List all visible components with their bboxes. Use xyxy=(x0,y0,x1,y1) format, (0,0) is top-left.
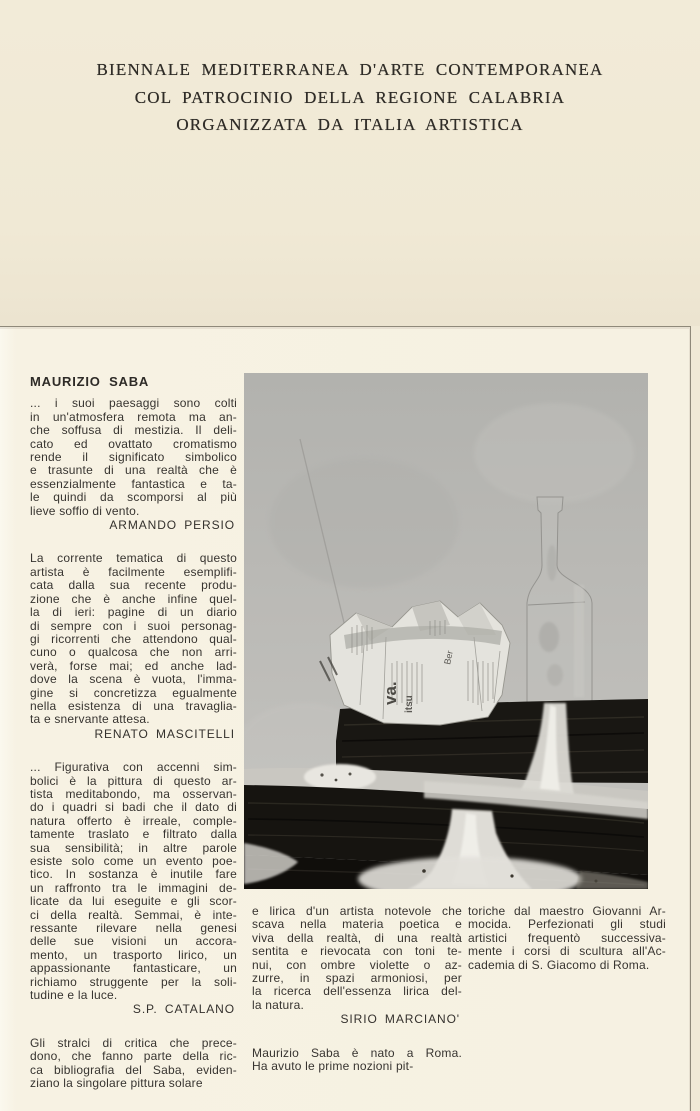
catalog-header-line-2: COL PATROCINIO DELLA REGIONE CALABRIA xyxy=(134,87,566,107)
middle-column xyxy=(252,905,462,1073)
text-line: cata dalla sua recente produ- xyxy=(30,578,237,593)
text-line: zione che è anche infine quel- xyxy=(30,591,237,606)
bio-paragraph-2 xyxy=(468,905,666,972)
text-line: richiamo struggente per la soli- xyxy=(30,974,237,989)
text-line: cuno o qualcosa che non arri- xyxy=(30,645,237,660)
text-line: e trasunte di una realtà che è xyxy=(30,463,237,478)
text-line: dono, che fanno parte della ric- xyxy=(30,1049,237,1064)
text-line: esiste solo come un evento poe- xyxy=(30,854,237,868)
text-line: nella esistenza di una travaglia- xyxy=(30,698,237,713)
attribution-renato-mascitelli: RENATO MASCITELLI xyxy=(94,726,235,741)
text-line: essenzialmente fantastica e ta- xyxy=(30,476,237,491)
text-line: cato ed ovattato cromatismo xyxy=(30,436,237,451)
bio-paragraph-1 xyxy=(252,1047,462,1074)
text-line: viva della realtà, di una realtà xyxy=(252,930,462,945)
text-line: tista meditabondo, ma osservan- xyxy=(30,786,237,801)
text-line: rende il significato simbolico xyxy=(30,450,237,465)
left-column xyxy=(30,375,237,1091)
attribution-armando-persio: ARMANDO PERSIO xyxy=(109,518,235,533)
text-line: natura offerto è irreale, comple- xyxy=(30,813,237,828)
text-line: bolici è la pittura di questo ar- xyxy=(30,773,237,788)
artwork-painting xyxy=(244,373,648,889)
text-line: tudine e la luce. xyxy=(30,988,118,1003)
text-line: gi ricorrenti che attendono qual- xyxy=(30,631,237,646)
quote-paragraph-4 xyxy=(252,905,462,1012)
text-line: e lirica d'un artista notevole che xyxy=(252,904,462,918)
text-line: licate da lui eseguite e gli scor- xyxy=(30,894,237,909)
catalog-header xyxy=(0,56,700,139)
catalog-cover-sheet xyxy=(0,0,700,326)
text-line: artistici frequentò successiva- xyxy=(468,930,666,945)
closing-paragraph xyxy=(30,1037,237,1091)
text-line: nui, con ombre violette o az- xyxy=(252,957,462,972)
text-line: tamente traslato e filtrato dalla xyxy=(30,827,237,842)
text-line: ressante rilevare nella genesi xyxy=(30,921,237,936)
text-line: sentita e rievocata con toni te- xyxy=(252,944,462,959)
text-line: verà, forse mai; ed anche lad- xyxy=(30,658,237,673)
text-line: delle sue visioni un accora- xyxy=(30,934,237,949)
text-line: cademia di S. Giacomo di Roma. xyxy=(468,957,650,972)
text-line: che soffusa di mestizia. Il deli- xyxy=(30,423,237,438)
text-line: zurre, in spazi armoniosi, per xyxy=(252,971,462,986)
text-line: sua sensibilità; in altre parole xyxy=(30,840,237,855)
text-line: la ricerca dell'essenza lirica del- xyxy=(252,984,462,999)
text-line: mocida. Perfezionati gli studi xyxy=(468,917,666,932)
text-line: la natura. xyxy=(252,997,305,1012)
text-line: un raffronto tra le immagini de- xyxy=(30,880,237,895)
newspaper-text-va: va. xyxy=(381,681,400,705)
text-line: Ha avuto le prime nozioni pit- xyxy=(252,1059,414,1074)
right-column xyxy=(468,905,666,972)
text-line: Gli stralci di critica che prece- xyxy=(30,1035,237,1050)
text-line: ca bibliografia del Saba, eviden- xyxy=(30,1062,237,1077)
catalog-header-line-1: BIENNALE MEDITERRANEA D'ARTE CONTEMPORANEA xyxy=(96,60,604,79)
text-line: artista è facilmente esemplifi- xyxy=(30,564,237,579)
artwork-photo xyxy=(244,373,648,889)
paper-boat xyxy=(320,601,510,725)
text-line: toriche dal maestro Giovanni Ar- xyxy=(468,904,666,918)
text-line: dove la scena è vuota, l'imma- xyxy=(30,672,237,687)
text-line: ziano la singolare pittura solare xyxy=(30,1076,203,1091)
newspaper-text-ber: Ber xyxy=(442,649,455,666)
artist-name-heading: MAURIZIO SABA xyxy=(30,374,150,389)
attribution-sirio-marciano: SIRIO MARCIANO' xyxy=(340,1012,460,1027)
text-line: ... i suoi paesaggi sono colti xyxy=(30,396,237,411)
text-line: mente i corsi di scultura all'Ac- xyxy=(468,944,666,959)
text-line: scava nella materia poetica e xyxy=(252,917,462,932)
quote-paragraph-2 xyxy=(30,552,237,726)
text-line: lieve soffio di vento. xyxy=(30,503,140,518)
text-line: le quindi da scomporsi al più xyxy=(30,490,237,505)
article-page xyxy=(0,326,691,1111)
text-line: mento, un trasporto lirico, un xyxy=(30,947,237,962)
text-line: ... Figurativa con accenni sim- xyxy=(30,760,237,775)
text-line: gine si concretizza egualmente xyxy=(30,685,237,700)
text-line: la di ieri: pagine di un diario xyxy=(30,605,237,620)
text-line: di sempre con i suoi personag- xyxy=(30,618,237,633)
text-line: Maurizio Saba è nato a Roma. xyxy=(252,1045,462,1060)
quote-paragraph-1 xyxy=(30,397,237,518)
text-line: ta e snervante attesa. xyxy=(30,712,150,727)
text-line: La corrente tematica di questo xyxy=(30,551,237,566)
newspaper-text-itsu: itsu xyxy=(404,695,415,713)
text-line: tico. In sostanza è inutile fare xyxy=(30,867,237,882)
quote-paragraph-3 xyxy=(30,761,237,1002)
attribution-sp-catalano: S.P. CATALANO xyxy=(132,1002,235,1017)
text-line: in un'atmosfera remota ma an- xyxy=(30,409,237,424)
catalog-header-line-3: ORGANIZZATA DA ITALIA ARTISTICA xyxy=(176,115,524,134)
text-line: appassionante fantasticare, un xyxy=(30,961,237,976)
text-line: do i quadri si badi che il dato di xyxy=(30,800,237,815)
text-line: ci della realtà. Semmai, è inte- xyxy=(30,907,237,922)
